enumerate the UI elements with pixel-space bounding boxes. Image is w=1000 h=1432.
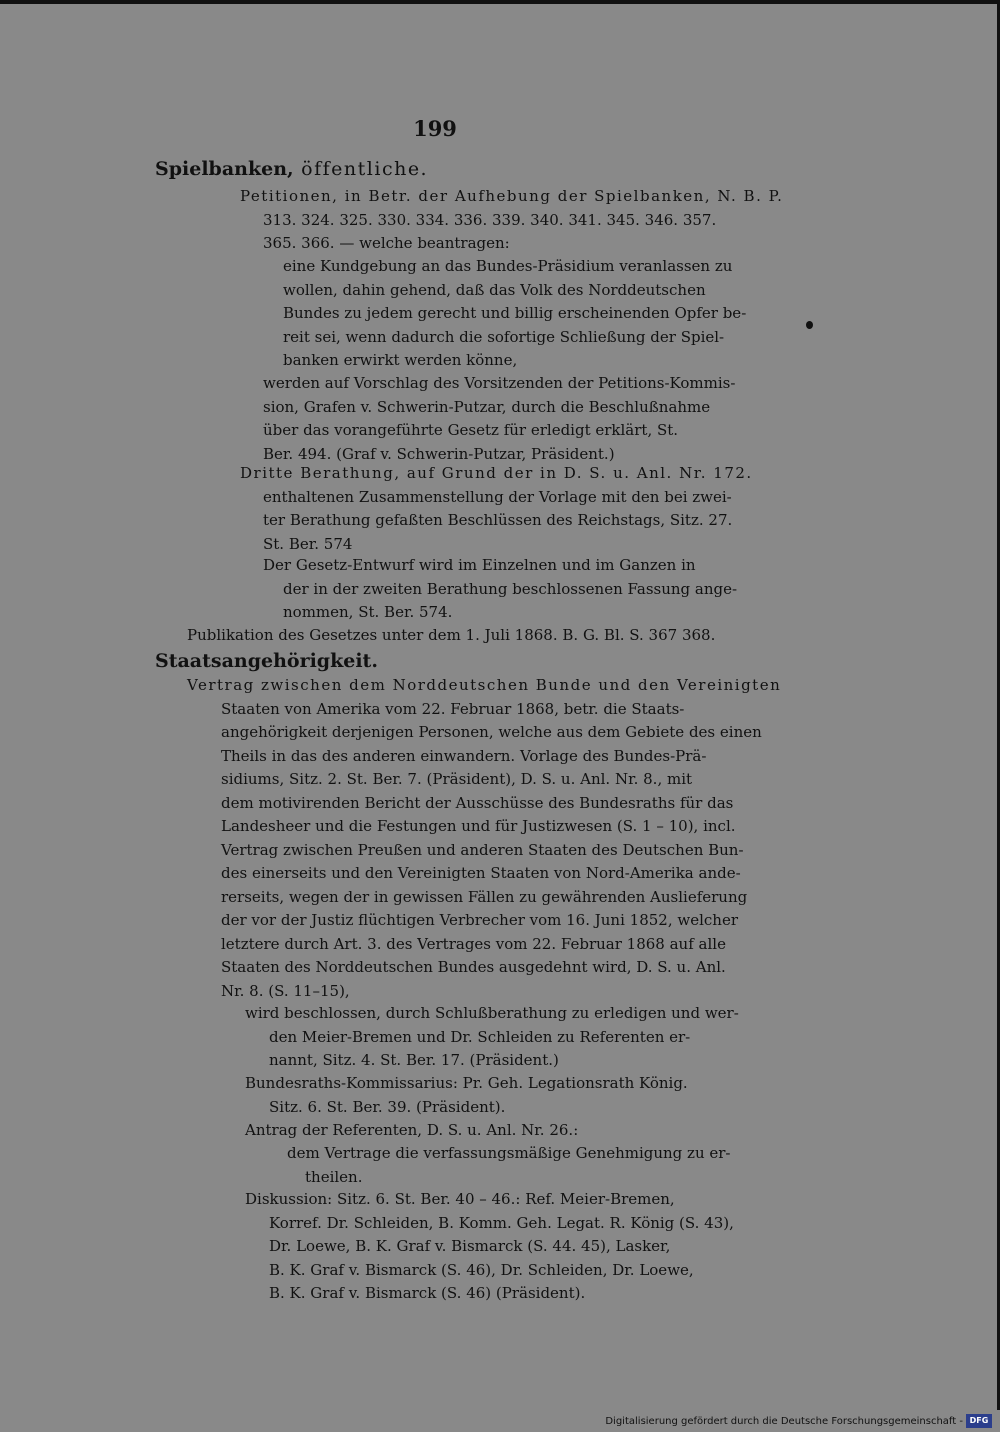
entry-line: B. K. Graf v. Bismarck (S. 46) (Präsident). bbox=[269, 1284, 586, 1302]
petition-quote bbox=[283, 255, 746, 373]
entry-line: dem Vertrage die verfassungsmäßige Genehmigung zu er- bbox=[287, 1144, 731, 1162]
entry-line: reit sei, wenn dadurch die sofortige Schließung der Spiel- bbox=[283, 327, 725, 346]
entry-line: über das vorangeführte Gesetz für erledigt erklärt, St. bbox=[263, 421, 679, 439]
entry-line: nannt, Sitz. 4. St. Ber. 17. (Präsident.) bbox=[269, 1051, 559, 1069]
kommissarius-entry bbox=[245, 1072, 688, 1119]
entry-line: dem motivirenden Bericht der Ausschüsse des Bundesraths für das bbox=[221, 793, 734, 812]
entry-line: Vertrag zwischen Preußen und anderen Staaten des Deutschen Bun- bbox=[221, 840, 744, 859]
heading-rest: öffentliche. bbox=[293, 158, 429, 180]
vertrag-entry bbox=[187, 674, 781, 1003]
ink-spot bbox=[806, 321, 813, 329]
entry-line: eine Kundgebung an das Bundes-Präsidium veranlassen zu bbox=[283, 257, 733, 275]
entry-line: der vor der Justiz flüchtigen Verbrecher vom 16. Juni 1852, welcher bbox=[221, 911, 738, 929]
entry-line: des einerseits und den Vereinigten Staaten von Nord-Amerika ande- bbox=[221, 864, 741, 882]
antrag-entry bbox=[245, 1119, 578, 1143]
entry-line: Sitz. 6. St. Ber. 39. (Präsident). bbox=[269, 1097, 506, 1116]
dfg-logo: DFG bbox=[966, 1414, 992, 1428]
entry-line: Korref. Dr. Schleiden, B. Komm. Geh. Legat. R. König (S. 43), bbox=[269, 1213, 734, 1232]
heading-bold: Spielbanken, bbox=[155, 158, 294, 180]
dritte-berathung-entry bbox=[240, 462, 753, 556]
entry-line: wollen, dahin gehend, daß das Volk des Norddeutschen bbox=[283, 280, 706, 299]
entry-line: Antrag der Referenten, D. S. u. Anl. Nr. 26.: bbox=[245, 1121, 579, 1139]
entry-line: den Meier-Bremen und Dr. Schleiden zu Referenten er- bbox=[269, 1027, 691, 1046]
entry-line: enthaltenen Zusammenstellung der Vorlage mit den bei zwei- bbox=[263, 487, 732, 506]
entry-line: Bundes zu jedem gerecht und billig erscheinenden Opfer be- bbox=[283, 304, 747, 322]
entry-line: Publikation des Gesetzes unter dem 1. Juli 1868. B. G. Bl. S. 367 368. bbox=[187, 626, 716, 644]
diskussion-entry bbox=[245, 1188, 734, 1306]
top-border bbox=[0, 0, 1000, 4]
section-heading-staatsangehoerigkeit bbox=[155, 650, 378, 672]
entry-line: Petitionen, in Betr. der Aufhebung der Spielbanken, N. B. P. bbox=[240, 187, 784, 205]
gesetz-entwurf-entry bbox=[263, 554, 737, 625]
entry-line: sidiums, Sitz. 2. St. Ber. 7. (Präsident), D. S. u. Anl. Nr. 8., mit bbox=[221, 770, 693, 788]
beschluss-entry bbox=[263, 372, 735, 466]
publikation-entry bbox=[187, 624, 715, 648]
entry-line: sion, Grafen v. Schwerin-Putzar, durch die Beschlußnahme bbox=[263, 397, 711, 416]
entry-line: Landesheer und die Festungen und für Justizwesen (S. 1 – 10), incl. bbox=[221, 817, 736, 835]
entry-line: Nr. 8. (S. 11–15), bbox=[221, 981, 350, 1000]
entry-line: nommen, St. Ber. 574. bbox=[283, 603, 453, 621]
entry-line: Der Gesetz-Entwurf wird im Einzelnen und im Ganzen in bbox=[263, 556, 696, 574]
page-number: 199 bbox=[413, 116, 457, 141]
schlussberathung-entry bbox=[245, 1002, 739, 1073]
petitionen-entry bbox=[240, 185, 783, 256]
entry-line: Bundesraths-Kommissarius: Pr. Geh. Legationsrath König. bbox=[245, 1074, 688, 1092]
entry-line: angehörigkeit derjenigen Personen, welche aus dem Gebiete des einen bbox=[221, 723, 762, 741]
entry-line: Vertrag zwischen dem Norddeutschen Bunde und den Vereinigten bbox=[187, 676, 782, 694]
entry-line: werden auf Vorschlag des Vorsitzenden der Petitions-Kommis- bbox=[263, 374, 736, 392]
entry-line: Dr. Loewe, B. K. Graf v. Bismarck (S. 44. 45), Lasker, bbox=[269, 1237, 671, 1255]
entry-line: Staaten des Norddeutschen Bundes ausgedehnt wird, D. S. u. Anl. bbox=[221, 958, 726, 976]
entry-line: 313. 324. 325. 330. 334. 336. 339. 340. 341. 345. 346. 357. bbox=[263, 210, 717, 229]
antrag-text bbox=[287, 1142, 731, 1189]
entry-line: banken erwirkt werden könne, bbox=[283, 351, 518, 369]
entry-line: der in der zweiten Berathung beschlossenen Fassung ange- bbox=[283, 579, 738, 598]
entry-line: Ber. 494. (Graf v. Schwerin-Putzar, Präsident.) bbox=[263, 444, 615, 463]
section-heading-spielbanken bbox=[155, 158, 428, 180]
entry-line: 365. 366. — welche beantragen: bbox=[263, 234, 510, 252]
entry-line: ter Berathung gefaßten Beschlüssen des Reichstags, Sitz. 27. bbox=[263, 511, 733, 529]
entry-line: B. K. Graf v. Bismarck (S. 46), Dr. Schleiden, Dr. Loewe, bbox=[269, 1260, 694, 1279]
entry-line: Staaten von Amerika vom 22. Februar 1868, betr. die Staats- bbox=[221, 699, 685, 718]
entry-line: Dritte Berathung, auf Grund der in D. S. u. Anl. Nr. 172. bbox=[240, 464, 753, 482]
entry-line: Diskussion: Sitz. 6. St. Ber. 40 – 46.: Ref. Meier-Bremen, bbox=[245, 1190, 675, 1208]
entry-line: St. Ber. 574 bbox=[263, 534, 353, 553]
digitization-credit: Digitalisierung gefördert durch die Deutsche Forschungsgemeinschaft - bbox=[605, 1416, 963, 1427]
entry-line: rerseits, wegen der in gewissen Fällen zu gewährenden Auslieferung bbox=[221, 887, 748, 906]
entry-line: letztere durch Art. 3. des Vertrages vom 22. Februar 1868 auf alle bbox=[221, 934, 726, 953]
entry-line: theilen. bbox=[305, 1167, 363, 1186]
entry-line: Theils in das des anderen einwandern. Vorlage des Bundes-Prä- bbox=[221, 746, 707, 765]
heading-bold: Staatsangehörigkeit. bbox=[155, 650, 378, 672]
entry-line: wird beschlossen, durch Schlußberathung zu erledigen und wer- bbox=[245, 1004, 739, 1022]
